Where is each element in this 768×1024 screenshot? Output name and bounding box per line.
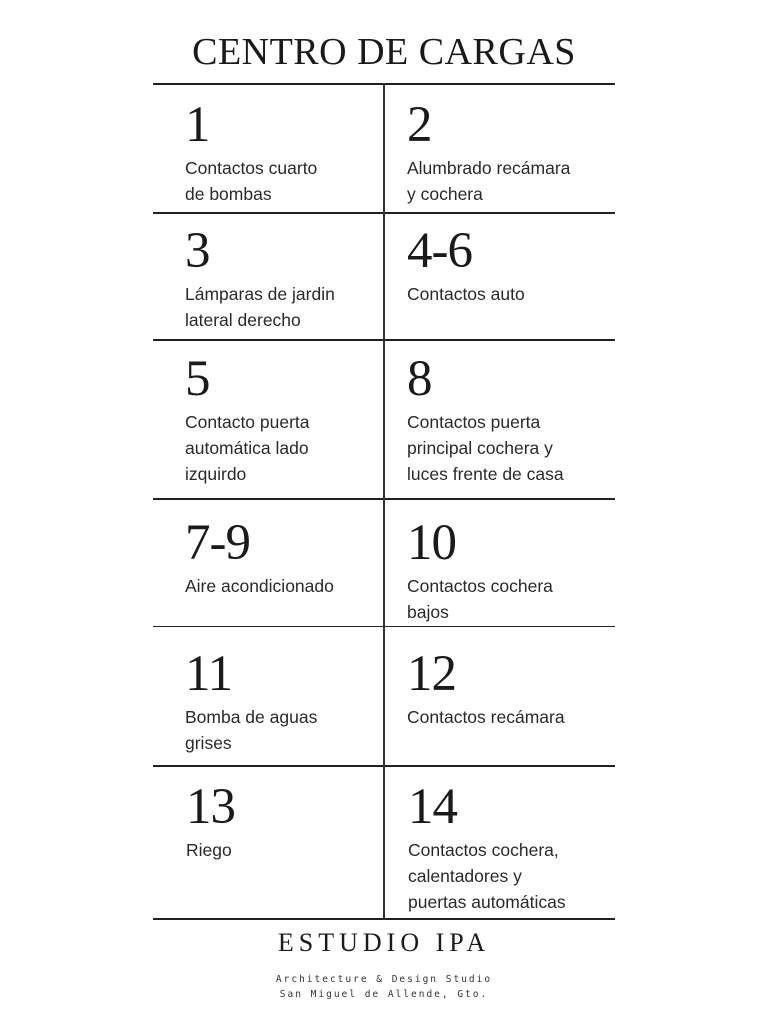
- circuit-cell: [185, 648, 405, 756]
- circuit-cell: [185, 353, 405, 487]
- circuit-description: Contactos cochera bajos: [407, 576, 553, 622]
- circuit-description: Contactos auto: [407, 284, 525, 304]
- circuit-description: Lámparas de jardin lateral derecho: [185, 284, 335, 330]
- circuit-number: 7-9: [185, 515, 250, 571]
- circuit-cell: [185, 99, 405, 207]
- studio-tagline: Architecture & Design Studio: [275, 974, 493, 985]
- circuit-number: 10: [407, 515, 456, 571]
- circuit-description: Aire acondicionado: [185, 576, 334, 596]
- circuit-cell: [407, 648, 627, 730]
- circuit-number: 3: [185, 223, 210, 279]
- circuit-description: Contactos cochera, calentadores y puertas automáticas: [408, 840, 566, 912]
- circuit-description: Contactos cuarto de bombas: [185, 158, 318, 204]
- circuit-number: 5: [185, 351, 210, 407]
- circuit-table: [153, 83, 615, 920]
- circuit-description: Contacto puerta automática lado izquirdo: [185, 412, 310, 484]
- circuit-cell: [407, 225, 627, 307]
- circuit-cell: [407, 353, 627, 487]
- studio-name: ESTUDIO IPA: [277, 928, 491, 957]
- circuit-number: 12: [407, 646, 456, 702]
- circuit-cell: [407, 99, 627, 207]
- circuit-number: 8: [407, 351, 432, 407]
- circuit-number: 2: [407, 97, 432, 153]
- studio-location: San Miguel de Allende, Gto.: [279, 989, 489, 1000]
- circuit-number: 13: [186, 779, 235, 835]
- circuit-description: Contactos puerta principal cochera y luces frente de casa: [407, 412, 564, 484]
- page-title: CENTRO DE CARGAS: [192, 31, 576, 73]
- circuit-number: 14: [408, 779, 457, 835]
- circuit-description: Bomba de aguas grises: [185, 707, 318, 753]
- circuit-description: Alumbrado recámara y cochera: [407, 158, 571, 204]
- circuit-number: 4-6: [407, 223, 472, 279]
- circuit-cell: [408, 781, 628, 915]
- circuit-cell: [186, 781, 406, 863]
- circuit-cell: [407, 517, 627, 625]
- circuit-cell: [185, 225, 405, 333]
- circuit-number: 1: [185, 97, 210, 153]
- circuit-description: Riego: [186, 840, 232, 860]
- circuit-description: Contactos recámara: [407, 707, 565, 727]
- circuit-number: 11: [185, 646, 233, 702]
- circuit-cell: [185, 517, 405, 599]
